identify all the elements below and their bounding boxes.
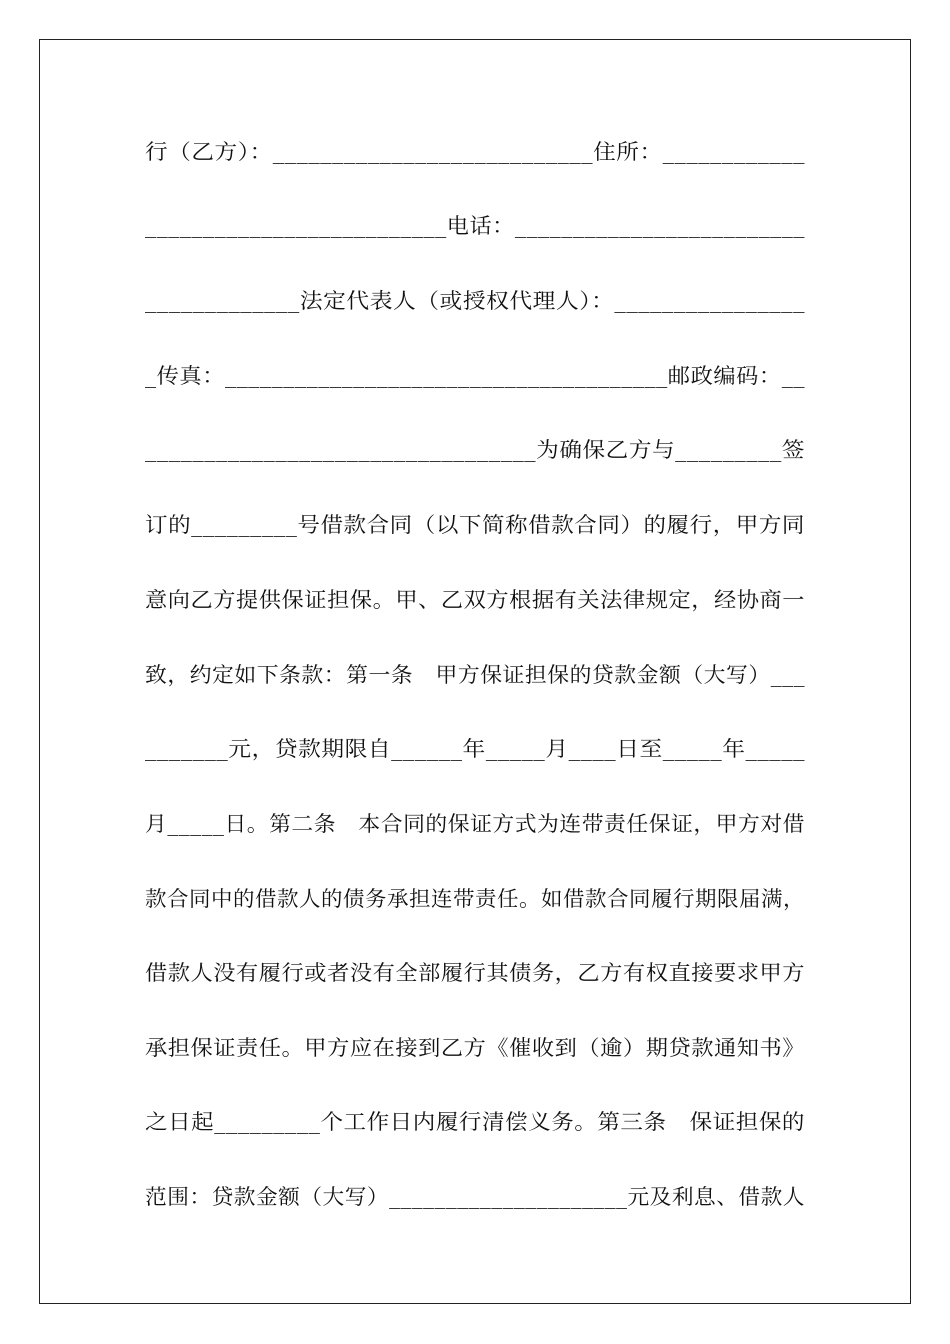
contract-line-5: _________________________________为确保乙方与_________签 xyxy=(145,438,805,462)
contract-line-1: 行（乙方）：___________________________住所：____________ xyxy=(145,140,805,164)
contract-line-3: _____________法定代表人（或授权代理人）：________________ xyxy=(145,289,805,313)
contract-line-7: 意向乙方提供保证担保。甲、乙双方根据有关法律规定，经协商一 xyxy=(145,588,805,612)
contract-line-11: 款合同中的借款人的债务承担连带责任。如借款合同履行期限届满， xyxy=(145,887,805,911)
contract-line-12: 借款人没有履行或者没有全部履行其债务，乙方有权直接要求甲方 xyxy=(145,961,805,985)
contract-line-2: __________________________电话：_________________________ xyxy=(145,214,805,238)
contract-line-8: 致，约定如下条款：第一条 甲方保证担保的贷款金额（大写）___ xyxy=(145,663,805,687)
contract-line-9: _______元，贷款期限自______年_____月____日至_____年_____ xyxy=(145,737,805,761)
contract-line-13: 承担保证责任。甲方应在接到乙方《催收到（逾）期贷款通知书》 xyxy=(145,1036,805,1060)
contract-line-6: 订的_________号借款合同（以下简称借款合同）的履行，甲方同 xyxy=(145,513,805,537)
contract-line-14: 之日起_________个工作日内履行清偿义务。第三条 保证担保的 xyxy=(145,1110,805,1134)
contract-line-4: _传真：______________________________________邮政编码：__ xyxy=(145,364,805,388)
contract-line-15: 范围：贷款金额（大写）_____________________元及利息、借款人 xyxy=(145,1185,805,1209)
contract-line-10: 月_____日。第二条 本合同的保证方式为连带责任保证，甲方对借 xyxy=(145,812,805,836)
